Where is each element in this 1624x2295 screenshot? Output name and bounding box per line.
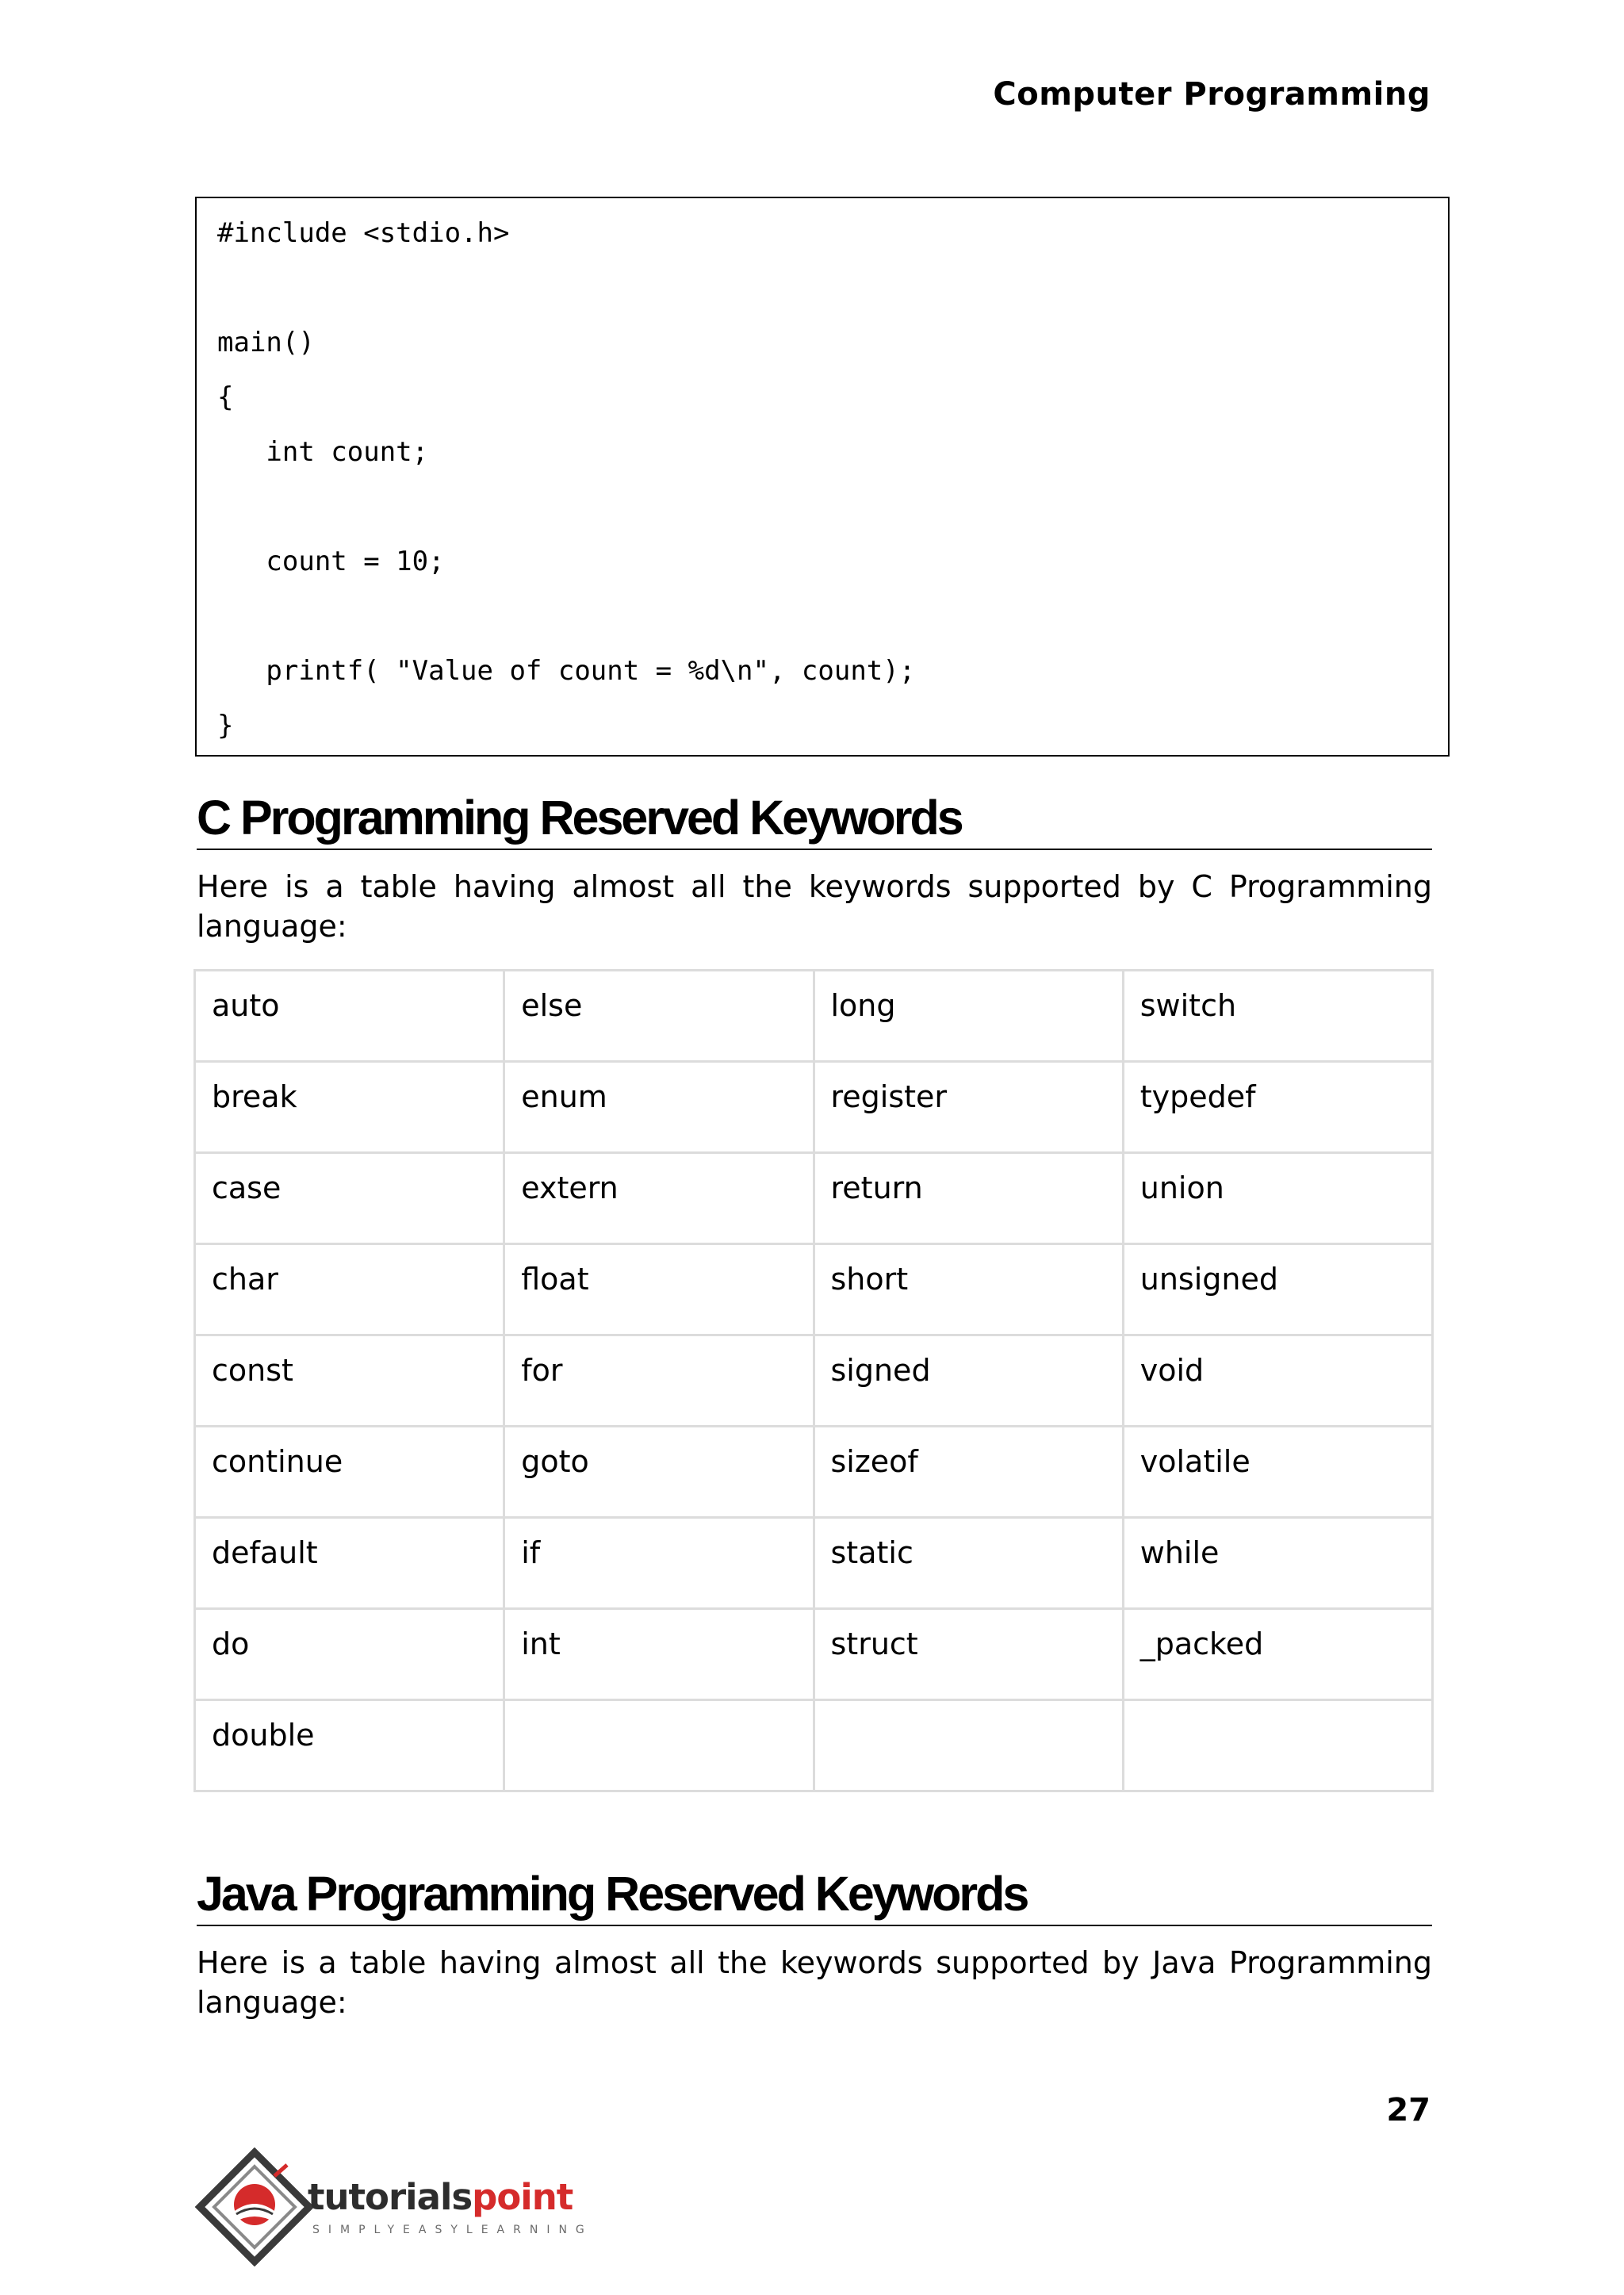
c-keywords-table (193, 969, 1434, 1792)
logo-wordmark (308, 2176, 573, 2218)
code-line: int count; (217, 436, 429, 468)
c-keywords-heading: C Programming Reserved Keywords (197, 790, 1432, 850)
logo-tagline: SIMPLYEASYLEARNING (312, 2224, 593, 2236)
table-row (195, 1700, 1433, 1791)
logo-text-red: point (472, 2176, 573, 2218)
java-keywords-heading: Java Programming Reserved Keywords (197, 1866, 1432, 1926)
table-cell: case (195, 1153, 504, 1244)
table-row (195, 1153, 1433, 1244)
table-cell: unsigned (1123, 1244, 1432, 1335)
table-row (195, 1518, 1433, 1609)
table-cell: struct (814, 1609, 1123, 1700)
table-cell: _packed (1123, 1609, 1432, 1700)
logo-emblem-icon (195, 2147, 314, 2266)
table-cell: if (504, 1518, 814, 1609)
code-block (195, 197, 1450, 757)
table-cell: enum (504, 1062, 814, 1153)
table-cell: register (814, 1062, 1123, 1153)
table-cell: return (814, 1153, 1123, 1244)
page-number: 27 (1386, 2092, 1431, 2128)
code-line: count = 10; (217, 546, 445, 577)
table-cell: else (504, 971, 814, 1062)
table-cell: goto (504, 1427, 814, 1518)
table-cell: extern (504, 1153, 814, 1244)
table-cell: short (814, 1244, 1123, 1335)
table-row (195, 1609, 1433, 1700)
code-line: main() (217, 327, 315, 358)
table-cell: int (504, 1609, 814, 1700)
table-cell: volatile (1123, 1427, 1432, 1518)
running-header-title: Computer Programming (993, 76, 1431, 113)
table-row (195, 1062, 1433, 1153)
table-cell: typedef (1123, 1062, 1432, 1153)
table-cell: union (1123, 1153, 1432, 1244)
tutorialspoint-logo (195, 2147, 592, 2266)
table-cell: continue (195, 1427, 504, 1518)
table-cell: void (1123, 1335, 1432, 1427)
code-line: } (217, 710, 234, 741)
code-line: #include <stdio.h> (217, 217, 510, 249)
table-cell (504, 1700, 814, 1791)
table-cell: sizeof (814, 1427, 1123, 1518)
table-cell: do (195, 1609, 504, 1700)
c-keywords-intro: Here is a table having almost all the keywords supported by C Programming language: (197, 869, 1432, 944)
table-cell (1123, 1700, 1432, 1791)
logo-text-dark: tutorials (308, 2176, 473, 2218)
table-cell: switch (1123, 971, 1432, 1062)
table-cell: while (1123, 1518, 1432, 1609)
table-row (195, 971, 1433, 1062)
table-cell: static (814, 1518, 1123, 1609)
table-cell (814, 1700, 1123, 1791)
code-line: printf( "Value of count = %d\n", count); (217, 655, 916, 687)
code-line: { (217, 381, 234, 413)
table-row (195, 1335, 1433, 1427)
table-cell: const (195, 1335, 504, 1427)
table-cell: char (195, 1244, 504, 1335)
table-cell: default (195, 1518, 504, 1609)
table-cell: for (504, 1335, 814, 1427)
java-keywords-intro: Here is a table having almost all the keywords supported by Java Programming language: (197, 1945, 1432, 2020)
table-cell: float (504, 1244, 814, 1335)
table-cell: break (195, 1062, 504, 1153)
table-cell: long (814, 971, 1123, 1062)
table-cell: auto (195, 971, 504, 1062)
table-cell: double (195, 1700, 504, 1791)
table-cell: signed (814, 1335, 1123, 1427)
table-row (195, 1244, 1433, 1335)
table-row (195, 1427, 1433, 1518)
